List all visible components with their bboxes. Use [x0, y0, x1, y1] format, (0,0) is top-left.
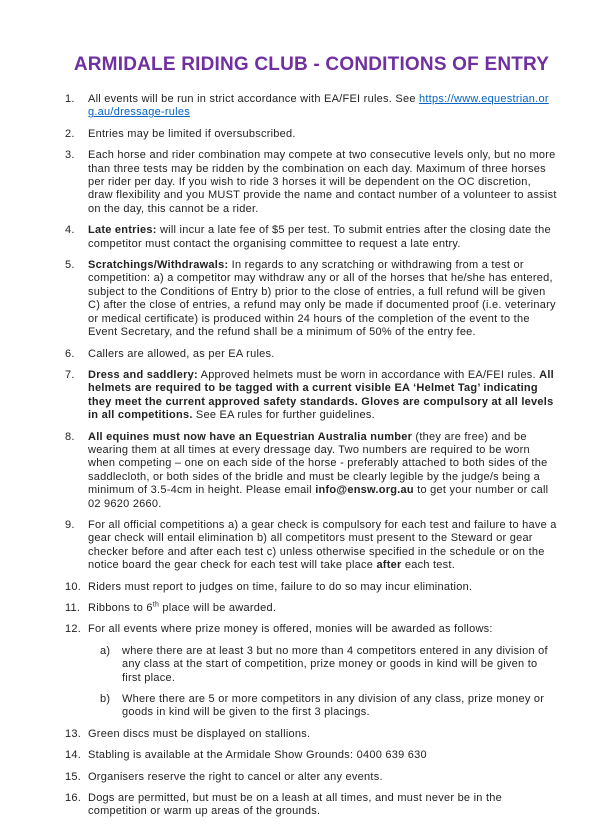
text-run: For all events where prize money is offered, monies will be awarded as follows: [88, 623, 493, 636]
sub-item-text [122, 693, 558, 720]
text-run: All events will be run in strict accordance with EA/FEI rules. See [88, 93, 419, 105]
bold-text-run: Scratchings/Withdrawals: [88, 259, 229, 272]
bold-text-run: Dress and saddlery: [88, 368, 198, 381]
text-run: For all official competitions a) a gear check is compulsory for each test and failure to have a gear check will entail elimination b) all competitors must present to the Steward or gear checker before and after each test c) unless otherwise specified in the schedule or on the notice board the gear check for each test will take place [88, 518, 557, 572]
list-item [65, 581, 558, 594]
text-run: each test. [401, 559, 456, 572]
list-item-text [88, 128, 558, 141]
list-item-number: 7. [65, 368, 75, 381]
list-item-number: 15. [65, 770, 82, 783]
list-item-text [88, 581, 558, 594]
text-run: Callers are allowed, as per EA rules. [88, 347, 275, 360]
bold-text-run: Late entries: [88, 224, 157, 237]
text-run: Where there are 5 or more competitors in any division of any class, prize money or goods in kind will be given to the first 3 placings. [122, 693, 545, 719]
list-item-number: 5. [65, 259, 75, 272]
text-run: Each horse and rider combination may compete at two consecutive levels only, but no more than three tests may be ridden by the combination on each day. Maximum of three horses per rider per day. If you wish to ride 3 horses it will be dependent on the OC discretion, draw flexibility and you MUST provide the name and contact number of a volunteer to assist on the day, this cannot be a rider. [88, 149, 557, 215]
page-title: ARMIDALE RIDING CLUB - CONDITIONS OF ENTRY [73, 54, 550, 75]
superscript-run: th [152, 601, 160, 609]
list-item [65, 348, 558, 361]
list-item [65, 771, 558, 784]
text-run: (they are free) and be wearing them at all times at every dressage day. Two numbers are required to be worn when competing – one on each side of the horse - preferably attached to both sides of the saddlecloth, or both sides of the bridle and must be clearly legible by the judge/s being a minimum of 3.5-4cm in height. Please email [88, 430, 548, 497]
list-item-number: 13. [65, 727, 82, 740]
list-item-text [88, 728, 558, 741]
text-run: Entries may be limited if oversubscribed. [88, 127, 296, 140]
list-item [65, 128, 558, 141]
list-item-text [88, 224, 558, 251]
list-item-text [88, 623, 558, 719]
bold-text-run: after [376, 559, 402, 572]
text-run: Riders must report to judges on time, failure to do so may incur elimination. [88, 580, 473, 593]
list-item-number: 14. [65, 749, 82, 762]
list-item [65, 224, 558, 251]
list-item-number: 9. [65, 518, 75, 531]
list-item-number: 2. [65, 127, 75, 140]
list-item-number: 4. [65, 224, 75, 237]
dressage-rules-link[interactable]: https://www.equestrian.org.au/dressage-rules [88, 93, 549, 119]
list-item [65, 623, 558, 719]
list-item-number: 8. [65, 430, 75, 443]
list-item-number: 10. [65, 580, 82, 593]
text-run: place will be awarded. [159, 602, 277, 614]
list-item-number: 3. [65, 149, 75, 162]
sub-item-label: b) [100, 693, 111, 706]
list-item-text [88, 792, 558, 819]
list-item-number: 11. [65, 602, 81, 614]
list-item [65, 369, 558, 423]
list-item-text [88, 93, 558, 120]
text-run: Stabling is available at the Armidale Show Grounds: 0400 639 630 [88, 749, 427, 762]
list-item [65, 792, 558, 819]
list-item-text [88, 519, 558, 573]
text-run: Organisers reserve the right to cancel or alter any events. [88, 770, 383, 783]
sub-item-label: a) [100, 644, 111, 657]
text-run: Dogs are permitted, but must be on a leash at all times, and must never be in the competition or warm up areas of the grounds. [88, 792, 503, 818]
text-run: Approved helmets must be worn in accordance with EA/FEI rules. [197, 368, 540, 381]
list-item-text [88, 431, 558, 511]
text-run: will incur a late fee of $5 per test. To submit entries after the closing date the competitor must contact the organising committee to request a late entry. [88, 224, 551, 250]
text-run: See EA rules for further guidelines. [192, 409, 375, 422]
sub-item-text [122, 645, 558, 685]
text-run: where there are at least 3 but no more than 4 competitors entered in any division of any class at the start of competition, prize money or goods in kind will be given to first place. [122, 644, 548, 684]
list-item-number: 6. [65, 347, 75, 360]
text-run: to get your number or call 02 9620 2660. [88, 484, 549, 510]
list-item-number: 1. [65, 93, 75, 105]
list-item [65, 728, 558, 741]
list-item-text [88, 149, 558, 216]
list-item-number: 12. [65, 623, 82, 636]
list-item [65, 149, 558, 216]
conditions-list [65, 93, 558, 819]
list-item-number: 16. [65, 792, 82, 805]
list-item-text [88, 348, 558, 361]
bold-text-run: All equines must now have an Equestrian Australia number [88, 430, 413, 443]
list-item [65, 259, 558, 339]
list-item-text [88, 369, 558, 423]
list-item-text [88, 771, 558, 784]
list-item-text [88, 602, 558, 615]
bold-text-run: All helmets are required to be tagged with a current visible EA ‘Helmet Tag’ indicating they meet the current approved safety standards. Gloves are compulsory at all levels in all competitions. [88, 368, 554, 422]
list-item [65, 93, 558, 120]
bold-text-run: info@ensw.org.au [315, 484, 414, 497]
list-item-text [88, 749, 558, 762]
list-item-text [88, 259, 558, 339]
list-item [65, 431, 558, 511]
text-run: In regards to any scratching or withdrawing from a test or competition: a) a competitor may withdraw any or all of the horses that he/she has entered, subject to the Conditions of Entry b) prior to the close of entries, a full refund will be given C) after the close of entries, a refund may only be made if documented proof (i.e. veterinary or medical certificate) is produced within 24 hours of the completion of the event to the Event Secretary, and the refund shall be a minimum of 50% of the entry fee. [88, 259, 556, 339]
list-item [65, 602, 558, 615]
text-run: Green discs must be displayed on stallions. [88, 727, 311, 740]
list-item [65, 519, 558, 573]
sub-list-item [100, 693, 558, 720]
list-item [65, 749, 558, 762]
sub-list-item [100, 645, 558, 685]
text-run: Ribbons to 6 [88, 602, 153, 614]
